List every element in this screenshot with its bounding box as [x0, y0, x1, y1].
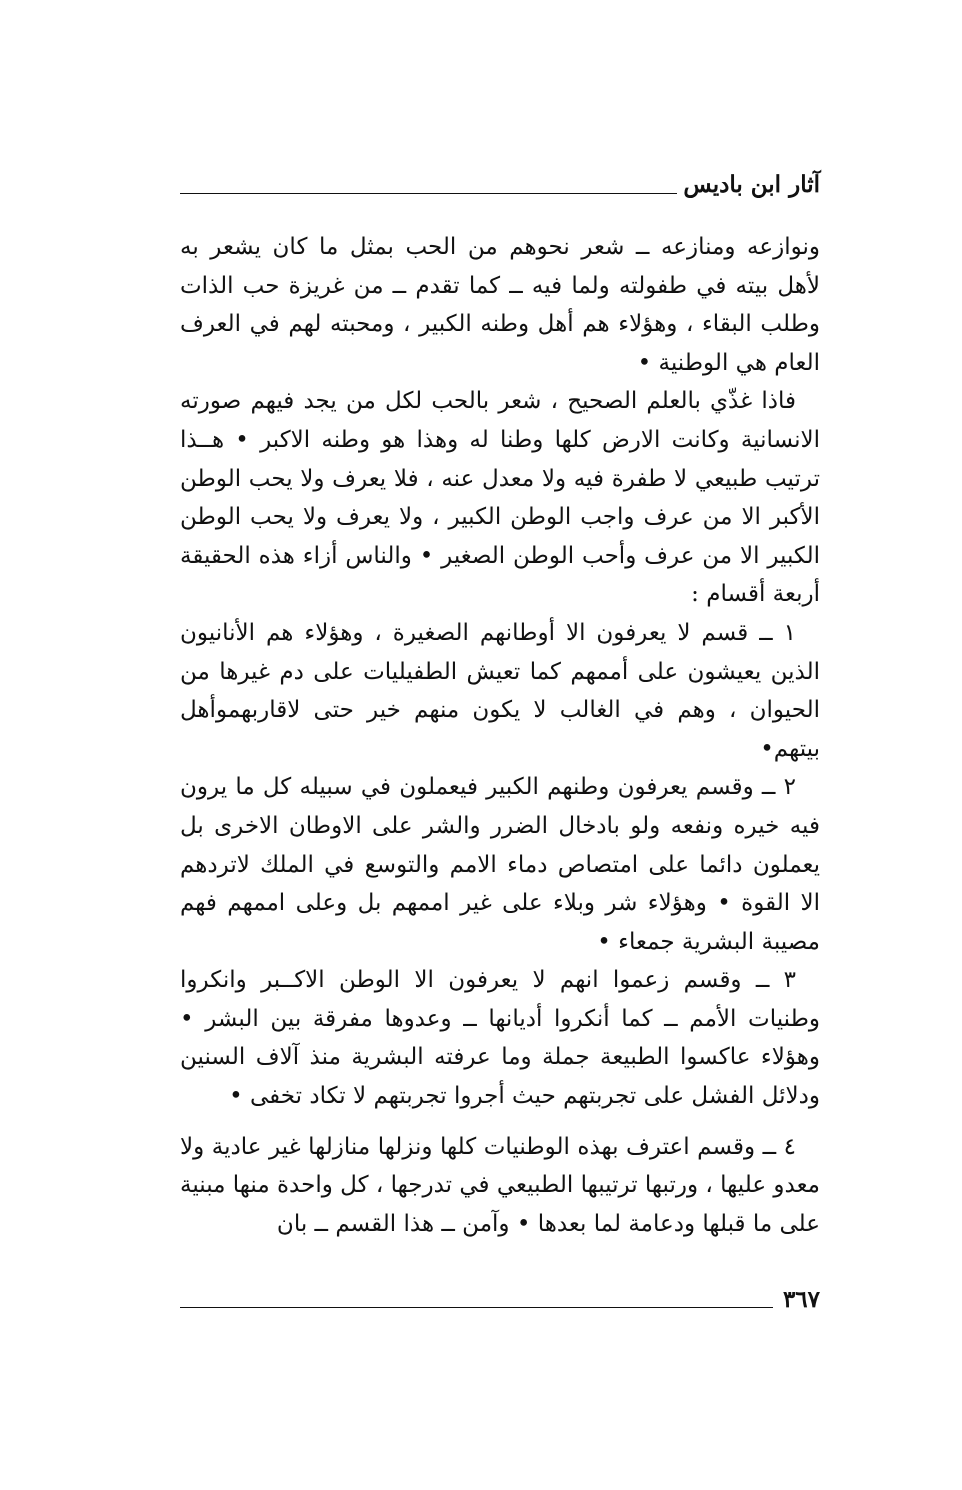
list-item-2: ٢ ــ وقسم يعرفون وطنهم الكبير فيعملون في سبيله كل ما يرون فيه خيره ونفعه ولو بادخال الضرر والشر على الاوطان الاخرى بل يعملون دائما على امتصاص دماء الامم والتوسع في الملك لاتردهم الا القوة • وهؤلاء شر وبلاء على غير اممهم بل وعلى اممهم فهم مصيبة البشرية جمعاء • — [180, 774, 820, 955]
page-footer — [180, 1283, 820, 1313]
list-item-1: ١ ــ قسم لا يعرفون الا أوطانهم الصغيرة ، وهؤلاء هم الأنانيون الذين يعيشون على أممهم كما تعيش الطفيليات على دم غيرها من الحيوان ، وهم في الغالب لا يكون منهم خير حتى لاقاربهموأهل بيتهم• — [180, 619, 820, 762]
page-number: ٣٦٧ — [782, 1286, 820, 1313]
paragraph-1: ونوازعه ومنازعه ــ شعر نحوهم من الحب بمثل ما كان يشعر به لأهل بيته في طفولته ولما فيه ــ كما تقدم ــ من غريزة حب الذات وطلب البقاء ، وهؤلاء هم أهل وطنه الكبير ، ومحبته لهم في العرف العام هي الوطنية • — [180, 234, 820, 376]
header-rule — [180, 193, 677, 194]
page-body — [180, 228, 820, 1243]
book-title: آثار ابن باديس — [683, 171, 820, 198]
footer-rule — [180, 1307, 773, 1308]
list-item-3: ٣ ــ وقسم زعموا انهم لا يعرفون الا الوطن الاكــبر وانكروا وطنيات الأمم ــ كما أنكروا أديانها ــ وعدوها مفرقة بين البشر • وهؤلاء عاكسوا الطبيعة جملة وما عرفته البشرية منذ آلاف السنين ودلائل الفشل على تجربتهم حيث أجروا تجربتهم لا تكاد تخفى • — [180, 967, 820, 1110]
list-item-4: ٤ ــ وقسم اعترف بهذه الوطنيات كلها ونزلها منازلها غير عادية ولا معدو عليها ، ورتبها ترتيبها الطبيعي في تدرجها ، كل واحدة منها مبنية على ما قبلها ودعامة لما بعدها • وآمن ــ هذا القسم ــ بان — [180, 1133, 820, 1237]
paragraph-2: فاذا غذّي بالعلم الصحيح ، شعر بالحب لكل من يجد فيهم صورته الانسانية وكانت الارض كلها وطنا له وهذا هو وطنه الاكبر • هــذا ترتيب طبيعي لا طفرة فيه ولا معدل عنه ، فلا يعرف ولا يحب الوطن الأكبر الا من عرف واجب الوطن الكبير ، ولا يعرف ولا يحب الوطن الكبير الا من عرف وأحب الوطن الصغير • والناس أزاء هذه الحقيقة أربعة أقسام : — [180, 388, 820, 608]
running-header — [180, 163, 820, 199]
